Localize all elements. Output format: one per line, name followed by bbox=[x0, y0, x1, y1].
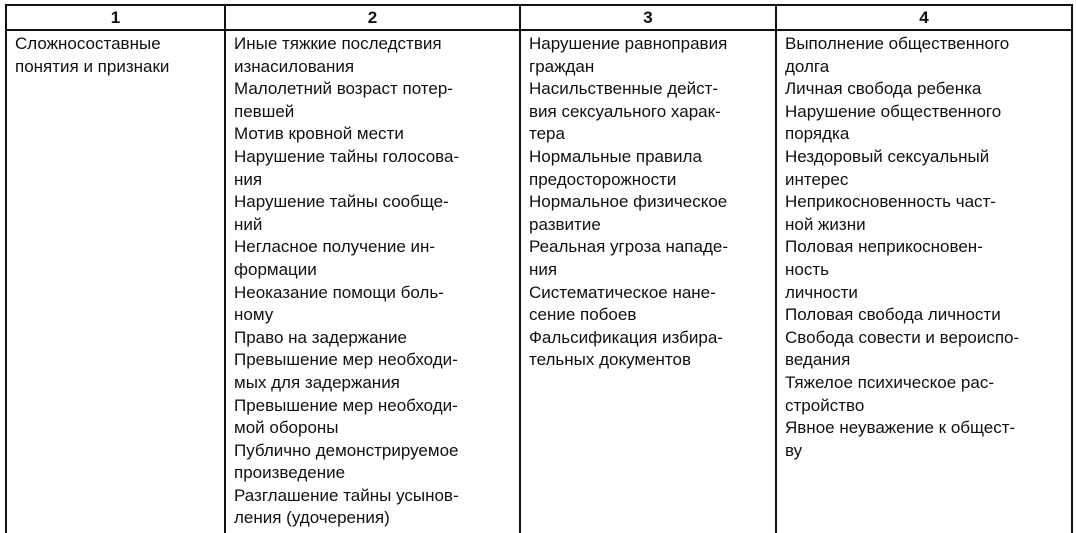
cell-text-line: тельных документов bbox=[529, 350, 692, 370]
table-body-row bbox=[7, 31, 1071, 533]
cell-text-line: понятия и признаки bbox=[15, 56, 170, 76]
cell-text-line: Тяжелое психическое рас- bbox=[785, 372, 994, 392]
cell-text-line: Нарушение тайны сообще- bbox=[234, 192, 449, 212]
cell-text-line: Фальсификация избира- bbox=[529, 327, 723, 347]
column-1-cell bbox=[7, 31, 226, 533]
column-header-2: 2 bbox=[226, 6, 521, 29]
cell-text-line: Нездоровый сексуальный bbox=[785, 146, 990, 166]
column-header-1: 1 bbox=[7, 6, 226, 29]
cell-text-line: Превышение мер необходи- bbox=[234, 350, 458, 370]
cell-text-line: Личная свобода ребенка bbox=[785, 79, 982, 99]
cell-text-line: личности bbox=[785, 282, 858, 302]
cell-text-line: Свобода совести и вероиспо- bbox=[785, 327, 1020, 347]
cell-text-line: мой обороны bbox=[234, 418, 339, 438]
cell-text-line: Иные тяжкие последствия bbox=[234, 34, 442, 53]
cell-text-line: формации bbox=[234, 259, 317, 279]
cell-text-line: предосторожности bbox=[529, 169, 677, 189]
cell-text-line: Нормальное физическое bbox=[529, 192, 728, 212]
cell-text-line: Нарушение тайны голосова- bbox=[234, 146, 460, 166]
cell-text-line: интерес bbox=[785, 169, 849, 189]
cell-text-line: Систематическое нане- bbox=[529, 282, 716, 302]
column-header-3: 3 bbox=[521, 6, 777, 29]
cell-text-line: ления (удочерения) bbox=[234, 508, 390, 528]
cell-text-line: ному bbox=[234, 305, 274, 325]
cell-text-line: ния bbox=[529, 259, 558, 279]
cell-text-line: певшей bbox=[234, 101, 295, 121]
cell-text-line: развитие bbox=[529, 214, 601, 234]
cell-text-line: ний bbox=[234, 214, 263, 234]
cell-text-line: Превышение мер необходи- bbox=[234, 395, 458, 415]
cell-text-line: произведение bbox=[234, 463, 346, 483]
column-3-cell bbox=[521, 31, 777, 533]
cell-text-line: ность bbox=[785, 259, 829, 279]
concepts-table bbox=[5, 4, 1073, 533]
cell-text-line: сение побоев bbox=[529, 305, 637, 325]
column-2-cell bbox=[226, 31, 521, 533]
cell-text-line: Малолетний возраст потер- bbox=[234, 79, 453, 99]
cell-text-line: Нормальные правила bbox=[529, 146, 702, 166]
cell-text-line: мых для задержания bbox=[234, 372, 400, 392]
cell-text-line: тера bbox=[529, 124, 565, 144]
cell-text-line: Разглашение тайны усынов- bbox=[234, 485, 459, 505]
cell-text-line: Неоказание помощи боль- bbox=[234, 282, 444, 302]
cell-text-line: Явное неуважение к общест- bbox=[785, 418, 1016, 438]
cell-text-line: Сложносоставные bbox=[15, 34, 161, 53]
cell-text-line: порядка bbox=[785, 124, 850, 144]
table-header-row bbox=[7, 6, 1071, 31]
cell-text-line: стройство bbox=[785, 395, 865, 415]
column-4-cell bbox=[777, 31, 1071, 533]
cell-text-line: ведания bbox=[785, 350, 851, 370]
cell-text-line: Нарушение равноправия bbox=[529, 34, 728, 53]
cell-text-line: вия сексуального харак- bbox=[529, 101, 721, 121]
cell-text-line: Нарушение общественного bbox=[785, 101, 1002, 121]
cell-text-line: Мотив кровной мести bbox=[234, 124, 404, 144]
cell-text-line: Половая свобода личности bbox=[785, 305, 1001, 325]
cell-text-line: ной жизни bbox=[785, 214, 866, 234]
cell-text-line: долга bbox=[785, 56, 830, 76]
cell-text-line: Реальная угроза нападе- bbox=[529, 237, 728, 257]
cell-text-line: Насильственные дейст- bbox=[529, 79, 719, 99]
cell-text-line: Право на задержание bbox=[234, 327, 407, 347]
cell-text-line: изнасилования bbox=[234, 56, 355, 76]
cell-text-line: Выполнение общественного bbox=[785, 34, 1010, 53]
cell-text-line: Публично демонстрируемое bbox=[234, 440, 459, 460]
cell-text-line: Неприкосновенность част- bbox=[785, 192, 996, 212]
cell-text-line: ния bbox=[234, 169, 263, 189]
cell-text-line: Негласное получение ин- bbox=[234, 237, 436, 257]
column-header-4: 4 bbox=[919, 7, 929, 27]
cell-text-line: Половая неприкосновен- bbox=[785, 237, 983, 257]
cell-text-line: граждан bbox=[529, 56, 595, 76]
cell-text-line: ву bbox=[785, 440, 803, 460]
